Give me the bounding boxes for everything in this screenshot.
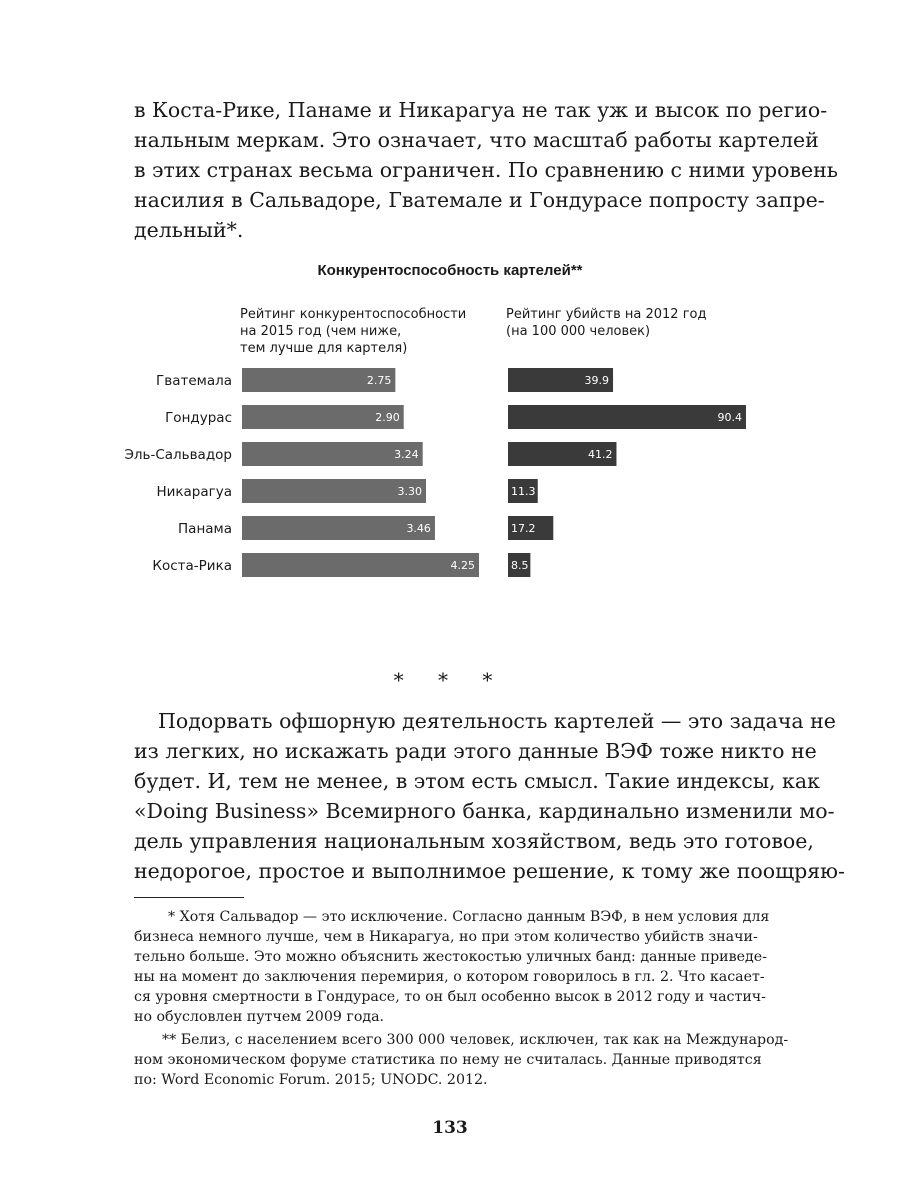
category-label: Коста-Рика bbox=[152, 558, 232, 574]
homicide-value-label: 17.2 bbox=[511, 522, 536, 535]
footnote-line: ся уровня смертности в Гондурасе, то он был особенно высок в 2012 году и частич- bbox=[134, 989, 766, 1005]
subtitle-line: Рейтинг убийств на 2012 год bbox=[506, 307, 707, 322]
text-line: нальным меркам. Это означает, что масштаб работы картелей bbox=[134, 128, 819, 152]
text-line: дельный*. bbox=[134, 218, 244, 242]
subtitle-line: тем лучше для картеля) bbox=[240, 341, 408, 356]
footnote-1 bbox=[134, 907, 770, 1027]
footnote-line: бизнеса немного лучше, чем в Никарагуа, но при этом количество убийств значи- bbox=[134, 929, 758, 945]
subtitle-line: на 2015 год (чем ниже, bbox=[240, 324, 402, 339]
category-label: Никарагуа bbox=[156, 484, 232, 500]
page-number: 133 bbox=[432, 1118, 468, 1138]
footnote-line: ном экономическом форуме статистика по нему не считалась. Данные приводятся bbox=[134, 1052, 762, 1068]
subtitle-line: (на 100 000 человек) bbox=[506, 324, 651, 339]
main-paragraph bbox=[134, 706, 845, 886]
text-line: насилия в Сальвадоре, Гватемале и Гондурасе попросту запре- bbox=[134, 188, 825, 212]
competitiveness-value-label: 3.30 bbox=[397, 485, 423, 498]
footnote-line: но обусловлен путчем 2009 года. bbox=[134, 1009, 385, 1025]
category-label: Гватемала bbox=[156, 373, 232, 389]
homicide-bar bbox=[508, 405, 746, 429]
footnote-line: тельно больше. Это можно объяснить жестокостью уличных банд: данные приведе- bbox=[134, 949, 767, 965]
section-break: * * * bbox=[393, 668, 507, 692]
homicide-value-label: 41.2 bbox=[587, 448, 613, 461]
homicide-value-label: 90.4 bbox=[717, 411, 742, 424]
footnote-line: ** Белиз, с населением всего 300 000 человек, исключен, так как на Международ- bbox=[162, 1032, 789, 1048]
text-line: Подорвать офшорную деятельность картелей — это задача не bbox=[158, 709, 836, 733]
footnote-line: ны на момент до заключения перемирия, о котором говорилось в гл. 2. Что касает- bbox=[134, 969, 765, 985]
text-line: в этих странах весьма ограничен. По сравнению с ними уровень bbox=[134, 158, 838, 182]
text-line: недорогое, простое и выполнимое решение, к тому же поощряю- bbox=[134, 859, 845, 883]
homicide-value-label: 39.9 bbox=[584, 374, 610, 387]
category-label: Эль-Сальвадор bbox=[124, 447, 232, 463]
text-line: в Коста-Рике, Панаме и Никарагуа не так уж и высок по регио- bbox=[134, 98, 828, 122]
text-line: «Doing Business» Всемирного банка, кардинально изменили мо- bbox=[134, 799, 835, 823]
competitiveness-value-label: 3.24 bbox=[394, 448, 419, 461]
footnote-line: по: Word Economic Forum. 2015; UNODC. 2012. bbox=[134, 1072, 488, 1088]
footnote-2 bbox=[134, 1030, 789, 1090]
competitiveness-value-label: 4.25 bbox=[450, 559, 475, 572]
chart-title: Конкурентоспособность картелей** bbox=[317, 262, 583, 279]
text-line: из легких, но искажать ради этого данные ВЭФ тоже никто не bbox=[134, 739, 817, 763]
competitiveness-value-label: 3.46 bbox=[406, 522, 431, 535]
category-label: Гондурас bbox=[165, 410, 232, 426]
text-line: будет. И, тем не менее, в этом есть смысл. Такие индексы, как bbox=[134, 769, 820, 793]
category-label: Панама bbox=[178, 521, 232, 537]
competitiveness-value-label: 2.90 bbox=[375, 411, 400, 424]
footnote-divider bbox=[134, 897, 244, 898]
subtitle-line: Рейтинг конкурентоспособности bbox=[240, 307, 467, 322]
text-line: дель управления национальным хозяйством, ведь это готовое, bbox=[134, 829, 814, 853]
homicide-value-label: 11.3 bbox=[511, 485, 536, 498]
footnote-line: * Хотя Сальвадор — это исключение. Согласно данным ВЭФ, в нем условия для bbox=[168, 909, 770, 925]
homicide-value-label: 8.5 bbox=[511, 559, 529, 572]
competitiveness-value-label: 2.75 bbox=[366, 374, 392, 387]
competitiveness-bar bbox=[242, 553, 479, 577]
